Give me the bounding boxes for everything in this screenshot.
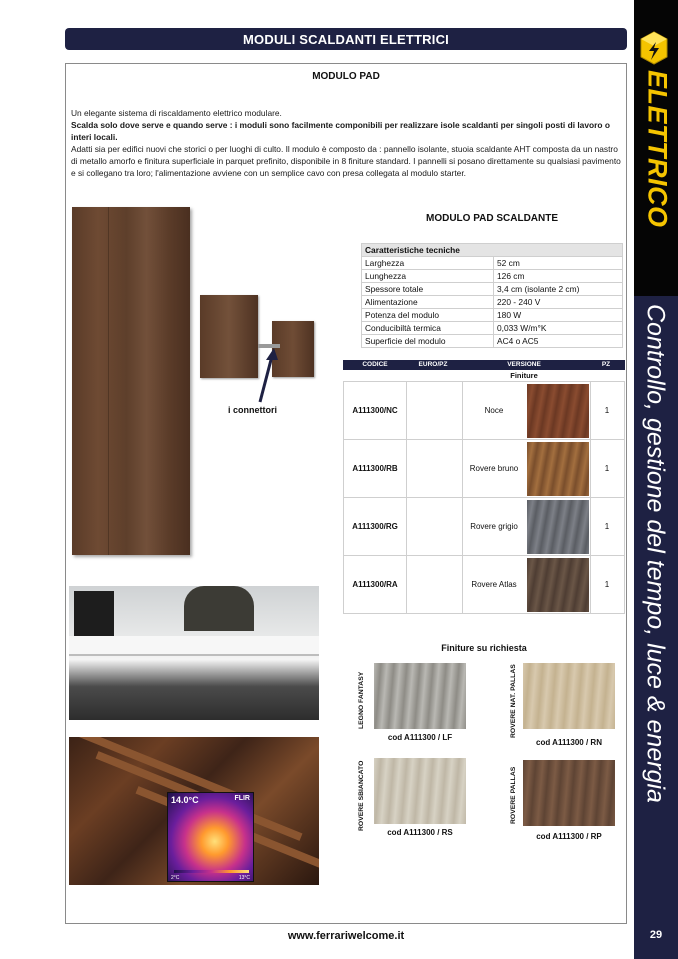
thermal-min: 2°C [171, 875, 180, 881]
version-cell: Noce [484, 406, 504, 415]
qty-cell: 1 [604, 580, 610, 589]
spec-value: 52 cm [494, 257, 623, 270]
finish-code: cod A111300 / RN [536, 738, 602, 747]
spec-value: 3,4 cm (isolante 2 cm) [494, 283, 623, 296]
header-title: MODULI SCALDANTI ELETTRICI [243, 31, 449, 47]
spec-label: Superficie del modulo [362, 335, 494, 348]
thermal-scale-bar [174, 870, 249, 873]
side-section-label: Controllo, gestione del tempo, luce & energia [641, 304, 670, 803]
qty-cell: 1 [604, 406, 610, 415]
spec-value: 126 cm [494, 270, 623, 283]
header-version: VERSIONE [507, 361, 541, 368]
spec-row [362, 283, 623, 296]
code-table-subheader [343, 370, 625, 381]
version-cell: Rovere grigio [470, 522, 518, 531]
finish-name: LEGNO FANTASY [358, 671, 365, 729]
intro-highlight: Scalda solo dove serve e quando serve : i moduli sono facilmente componibili per realizzare isole scaldanti per singoli posti di lavoro o interi locali. [71, 120, 610, 142]
spec-row [362, 257, 623, 270]
footer-website[interactable]: www.ferrariwelcome.it [287, 930, 405, 942]
qty-cell: 1 [604, 522, 610, 531]
spec-title: MODULO PAD SCALDANTE [425, 213, 559, 224]
finishes-on-request-title: Finiture su richiesta [441, 643, 527, 653]
code-cell: A111300/NC [352, 406, 398, 415]
spec-table-header: Caratteristiche tecniche [362, 244, 623, 257]
spec-value: 180 W [494, 309, 623, 322]
monitor-shape [74, 591, 114, 639]
product-code-table [343, 360, 625, 614]
lightning-cube-icon [639, 30, 669, 66]
code-table-body [343, 381, 625, 614]
header-price: EURO/PZ [418, 361, 448, 368]
thermal-temperature: 14.0°C [171, 795, 199, 805]
table-row [344, 382, 624, 440]
finish-name: ROVERE NAT. PALLAS [510, 664, 517, 738]
product-intro [71, 107, 623, 179]
desk-shape [69, 636, 319, 656]
table-row [344, 498, 624, 556]
finish-swatch-request [374, 758, 466, 824]
version-cell: Rovere bruno [469, 464, 519, 473]
spec-row [362, 270, 623, 283]
finish-swatch [527, 384, 589, 438]
spec-row [362, 335, 623, 348]
spec-table [361, 243, 623, 348]
finish-name: ROVERE PALLAS [510, 766, 517, 824]
finish-swatch [527, 442, 589, 496]
thermal-brand: FLIR [234, 795, 250, 802]
qty-cell: 1 [604, 464, 610, 473]
finish-code: cod A111300 / LF [387, 733, 453, 742]
spec-label: Alimentazione [362, 296, 494, 309]
finish-name: ROVERE SBIANCATO [358, 760, 365, 831]
spec-label: Spessore totale [362, 283, 494, 296]
finish-swatch-request [523, 663, 615, 729]
header-qty: PZ [601, 361, 611, 368]
code-cell: A111300/RA [352, 580, 398, 589]
version-cell: Rovere Atlas [471, 580, 517, 589]
office-photo [69, 586, 319, 720]
spec-value: AC4 o AC5 [494, 335, 623, 348]
spec-label: Conducibiltà termica [362, 322, 494, 335]
wood-panel-large-image [72, 207, 190, 555]
header-code: CODICE [362, 361, 388, 368]
spec-value: 0,033 W/m°K [494, 322, 623, 335]
finish-code: cod A111300 / RS [387, 828, 453, 837]
spec-label: Larghezza [362, 257, 494, 270]
product-title: MODULO PAD [312, 71, 380, 82]
side-category-label: ELETTRICO [642, 70, 673, 228]
page-number: 29 [649, 929, 663, 941]
spec-row [362, 309, 623, 322]
connectors-label: i connettori [228, 405, 277, 415]
finish-swatch [527, 500, 589, 554]
spec-label: Potenza del modulo [362, 309, 494, 322]
subheader-finishes: Finiture [510, 371, 538, 380]
spec-value: 220 - 240 V [494, 296, 623, 309]
code-table-header [343, 360, 625, 370]
connector-arrow-icon [250, 330, 290, 410]
finish-code: cod A111300 / RP [536, 832, 602, 841]
finish-swatch-request [523, 760, 615, 826]
table-row [344, 440, 624, 498]
person-shape [184, 586, 254, 631]
table-row [344, 556, 624, 614]
header-bar [65, 28, 627, 50]
finish-swatch [527, 558, 589, 612]
spec-label: Lunghezza [362, 270, 494, 283]
code-cell: A111300/RG [352, 522, 398, 531]
code-cell: A111300/RB [352, 464, 398, 473]
finish-swatch-request [374, 663, 466, 729]
spec-row [362, 322, 623, 335]
intro-description: Adatti sia per edifici nuovi che storici o per luoghi di culto. Il modulo è composto da : pannello isolante, stuoia scaldante AHT composta da un nastro di metallo amorfo e finitura superficiale in parquet prefinito, disponibile in 8 finiture standard. I pannelli si posano direttamente su qualsiasi pavimento e si collegano tra loro; l'alimentazione avviene con un semplice cavo con presa collegata al modulo starter. [71, 144, 621, 178]
spec-row [362, 296, 623, 309]
intro-line-1: Un elegante sistema di riscaldamento elettrico modulare. [71, 108, 282, 118]
thermal-max: 13°C [238, 875, 250, 881]
thermal-camera-image [167, 792, 254, 882]
